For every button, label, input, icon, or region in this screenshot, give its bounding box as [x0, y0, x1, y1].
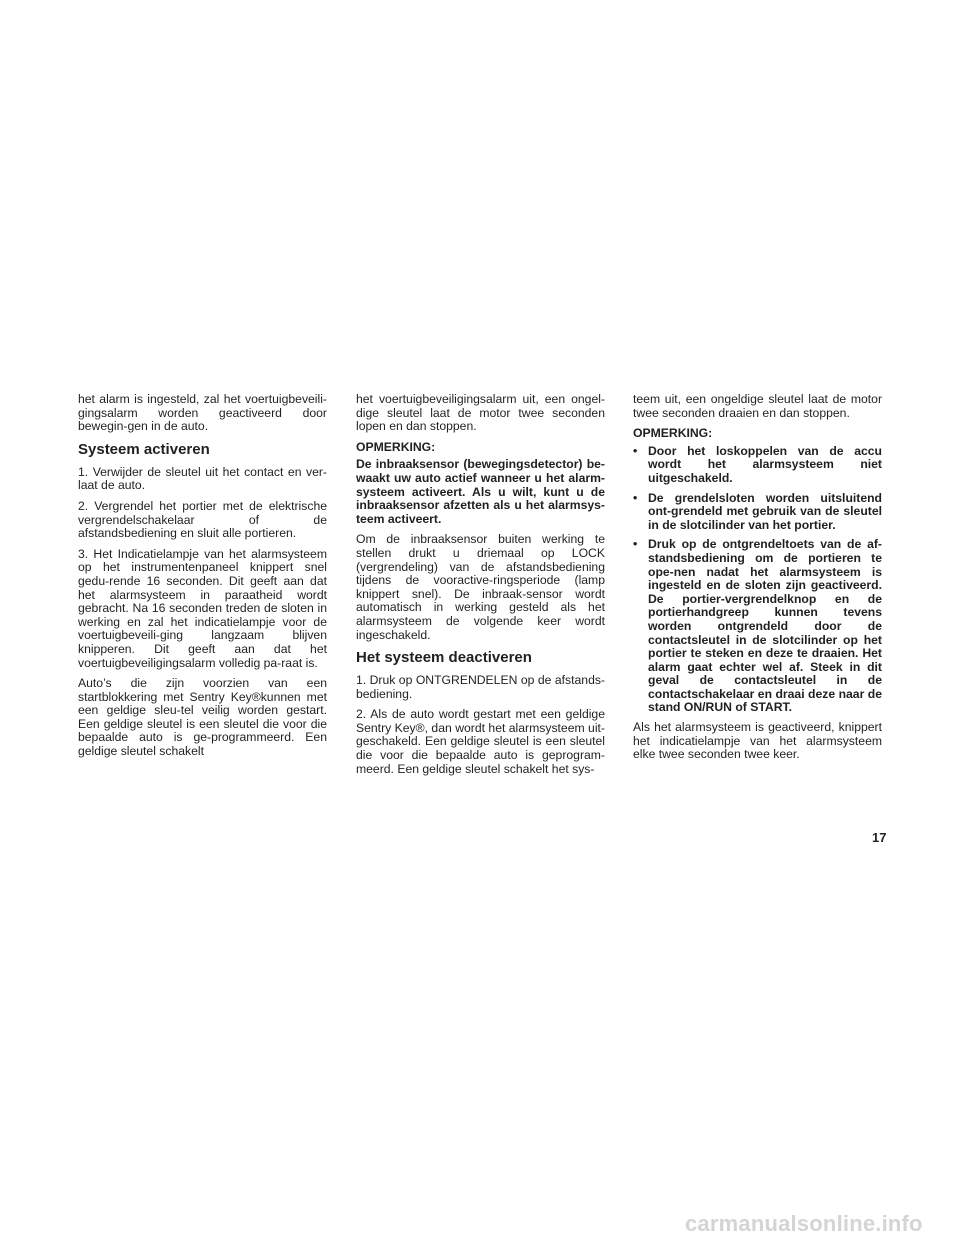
step-2: 2. Vergrendel het portier met de elektrische vergrendelschakelaar of de afstandsbediening en sluit alle portieren. [78, 498, 327, 541]
note-label: OPMERKING: [633, 426, 713, 441]
column-2 [356, 393, 605, 783]
step-3: 3. Het Indicatielampje van het alarmsysteem op het instrumentenpaneel knippert snel gedu-rende 16 seconden. Dit geeft aan dat het alarmsysteem in paraatheid wordt gebracht. Na 16 seconden treden de sloten in werking en zal het indicatielampje voor de voertuigbeveili-ging langzaam blijven knipperen. Dit geeft aan dat het voertuigbeveiligingsalarm volledig pa-raat is. [78, 546, 327, 670]
continuation-paragraph: teem uit, een ongeldige sleutel laat de motor twee seconden draaien en dan stoppen. [633, 392, 882, 420]
note-bullet-list [633, 445, 882, 715]
column-3 [633, 393, 882, 769]
column-1 [78, 393, 327, 766]
page-number: 17 [872, 830, 887, 845]
bullet-text: Druk op de ontgrendeltoets van de af-standsbediening om de portieren te ope-nen nadat het alarmsysteem is ingesteld en de sloten zijn geactiveerd. De portier-vergrendelknop en de portierhandgreep kunnen tevens worden ontgrendeld door de contactsleutel in de slotcilinder op het portier te steken en deze te draaien. Het alarm gaat echter wel af. Steek in dit geval de contactsleutel in de contactschakelaar en draai deze naar de stand ON/RUN of START. [648, 537, 882, 715]
intro-paragraph: het alarm is ingesteld, zal het voertuigbeveili-gingsalarm worden geactiveerd door bewegin-gen in de auto. [78, 392, 327, 434]
bullet-icon: • [633, 490, 638, 505]
continuation-paragraph: het voertuigbeveiligingsalarm uit, een ongel-dige sleutel laat de motor twee seconden lopen en dan stoppen. [356, 392, 605, 434]
bullet-icon: • [633, 443, 638, 458]
deactivate-step-1: 1. Druk op ONTGRENDELEN op de afstands-bediening. [356, 673, 605, 701]
note-bullet-item [633, 538, 882, 715]
step-1: 1. Verwijder de sleutel uit het contact en ver-laat de auto. [78, 464, 327, 493]
note-bullet-item [633, 492, 882, 533]
sensor-paragraph: Om de inbraaksensor buiten werking te stellen drukt u driemaal op LOCK (vergrendeling) van de afstandsbediening tijdens de vooractive-ringsperiode (lamp knippert snel). De inbraak-sensor wordt automatisch in werking gesteld als het alarmsysteem de volgende keer wordt ingeschakeld. [356, 532, 605, 642]
bullet-icon: • [633, 537, 638, 552]
note-label: OPMERKING: [356, 439, 436, 454]
heading-systeem-deactiveren: Het systeem deactiveren [356, 649, 532, 667]
bullet-text: Door het loskoppelen van de accu wordt het alarmsysteem niet uitgeschakeld. [648, 443, 882, 485]
watermark: carmanualsonline.info [685, 1211, 923, 1236]
sentry-key-paragraph: Auto’s die zijn voorzien van een startblokkering met Sentry Key®kunnen met een geldige sleu-tel veilig worden gestart. Een geldige sleutel is een sleutel die voor die bepaalde auto is ge-programmeerd. Een geldige sleutel schakelt [78, 676, 327, 759]
note-bullet-item [633, 445, 882, 486]
heading-systeem-activeren: Systeem activeren [78, 440, 210, 458]
bullet-text: De grendelsloten worden uitsluitend ont-grendeld met gebruik van de sleutel in de slotcilinder van het portier. [648, 490, 882, 532]
final-paragraph: Als het alarmsysteem is geactiveerd, knippert het indicatielampje van het alarmsysteem elke twee seconden twee keer. [633, 720, 882, 762]
deactivate-step-2: 2. Als de auto wordt gestart met een geldige Sentry Key®, dan wordt het alarmsysteem uit-geschakeld. Een geldige sleutel is een sleutel die voor die bepaalde auto is geprogram-meerd. Een geldige sleutel schakelt het sys- [356, 707, 605, 776]
note-text: De inbraaksensor (bewegingsdetector) be-waakt uw auto actief wanneer u het alarm-systeem activeert. Als u wilt, kunt u de inbraaksensor afzetten als u het alarmsys-teem activeert. [356, 457, 605, 526]
